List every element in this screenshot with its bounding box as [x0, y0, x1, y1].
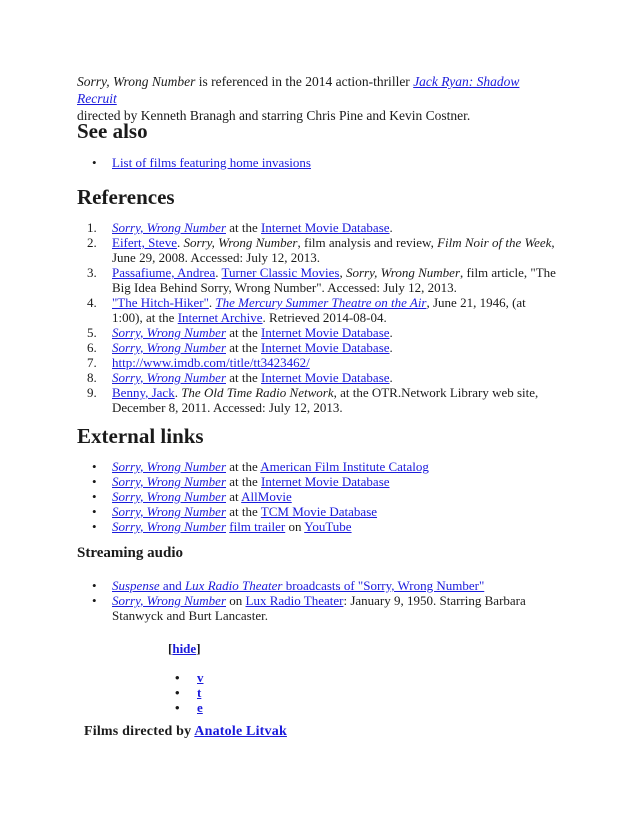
reference-number: 5. — [87, 325, 97, 340]
inline-text: . — [389, 340, 393, 355]
intro-paragraph — [77, 73, 557, 124]
inline-link[interactable]: and — [159, 578, 185, 593]
inline-link[interactable]: Sorry, Wrong Number — [112, 489, 226, 504]
inline-link[interactable]: Sorry, Wrong Number — [112, 370, 226, 385]
inline-text: , film article, "The Big Idea Behind Sorry, Wrong Number". Accessed: July 12, 2013. — [112, 265, 556, 295]
inline-link[interactable]: Internet Movie Database — [261, 474, 390, 489]
inline-text: on — [285, 519, 305, 534]
external-link-item — [92, 489, 429, 504]
inline-text: at — [226, 489, 242, 504]
inline-text: . — [389, 370, 393, 385]
inline-link[interactable]: Internet Movie Database — [261, 340, 390, 355]
inline-text: at the — [226, 504, 261, 519]
inline-text: . — [176, 235, 184, 250]
inline-link[interactable]: Turner Classic Movies — [221, 265, 340, 280]
inline-text: . — [389, 220, 393, 235]
external-links-heading: External links — [77, 424, 204, 448]
inline-link[interactable]: Eifert, Steve — [112, 235, 177, 250]
external-link-item — [92, 519, 429, 534]
inline-link[interactable]: Suspense — [112, 578, 160, 593]
inline-link[interactable]: Lux Radio Theater — [184, 578, 283, 593]
external-link-item — [92, 459, 429, 474]
inline-text: on — [226, 593, 246, 608]
home-invasions-link[interactable]: List of films featuring home invasions — [112, 155, 311, 170]
inline-text: Film Noir of the Week — [437, 235, 552, 250]
jack-ryan-link[interactable]: Jack Ryan: Shadow Recruit — [77, 74, 520, 106]
edit-link[interactable]: e — [197, 700, 203, 715]
references-list — [87, 220, 557, 415]
streaming-audio-heading: Streaming audio — [77, 545, 183, 561]
inline-text: at the — [226, 340, 262, 355]
inline-link[interactable]: "The Hitch-Hiker" — [112, 295, 209, 310]
inline-link[interactable]: Internet Archive — [177, 310, 263, 325]
inline-text: , film analysis and review, — [297, 235, 438, 250]
external-link-item — [92, 504, 429, 519]
inline-link[interactable]: Internet Movie Database — [261, 370, 390, 385]
inline-text: . Retrieved 2014-08-04. — [262, 310, 387, 325]
inline-link[interactable]: Sorry, Wrong Number — [112, 220, 226, 235]
inline-text: . — [208, 295, 216, 310]
inline-text: The Old Time Radio Network — [181, 385, 334, 400]
reference-item — [87, 235, 557, 265]
reference-number: 6. — [87, 340, 97, 355]
list-item — [92, 155, 311, 170]
inline-text: Sorry, Wrong Number — [346, 265, 460, 280]
reference-item — [87, 295, 557, 325]
list-item — [175, 670, 204, 685]
inline-link[interactable]: Lux Radio Theater — [245, 593, 344, 608]
streaming-item — [92, 578, 532, 593]
reference-item — [87, 355, 557, 370]
inline-link[interactable]: AllMovie — [241, 489, 292, 504]
inline-text: . — [389, 325, 393, 340]
inline-link[interactable]: Sorry, Wrong Number — [112, 325, 226, 340]
inline-link[interactable]: Internet Movie Database — [261, 220, 390, 235]
reference-number: 1. — [87, 220, 97, 235]
navbox-links — [175, 670, 204, 715]
intro-text: is referenced in the 2014 action-thriller — [195, 74, 414, 89]
inline-link[interactable]: Sorry, Wrong Number — [112, 474, 226, 489]
inline-link[interactable]: film trailer — [229, 519, 286, 534]
streaming-audio-list — [92, 578, 532, 623]
inline-text: , — [339, 265, 346, 280]
films-directed-by: Films directed by Anatole Litvak — [84, 724, 287, 739]
inline-text: at the — [226, 459, 261, 474]
inline-text: , June 21, 1946, (at 1:00), at the — [112, 295, 526, 325]
inline-text: at the — [226, 220, 262, 235]
inline-text: at the — [226, 474, 262, 489]
inline-link[interactable]: Sorry, Wrong Number — [112, 504, 226, 519]
inline-text: , at the OTR.Network Library web site, December 8, 2011. Accessed: July 12, 2013. — [112, 385, 539, 415]
reference-item — [87, 325, 557, 340]
navbox-toggle: [hide] — [168, 641, 201, 656]
view-link[interactable]: v — [197, 670, 204, 685]
reference-item — [87, 385, 557, 415]
reference-item — [87, 340, 557, 355]
streaming-item — [92, 593, 532, 623]
inline-link[interactable]: http://www.imdb.com/title/tt3423462/ — [112, 355, 310, 370]
list-item — [175, 700, 204, 715]
reference-item — [87, 370, 557, 385]
inline-link[interactable]: Sorry, Wrong Number — [112, 459, 226, 474]
inline-text: Sorry, Wrong Number — [183, 235, 298, 250]
reference-number: 8. — [87, 370, 97, 385]
inline-link[interactable]: American Film Institute Catalog — [260, 459, 429, 474]
inline-link[interactable]: Passafiume, Andrea — [112, 265, 216, 280]
inline-text: at the — [226, 370, 262, 385]
inline-link[interactable]: TCM Movie Database — [260, 504, 378, 519]
reference-item — [87, 220, 557, 235]
inline-link[interactable]: Internet Movie Database — [261, 325, 390, 340]
inline-link[interactable]: Sorry, Wrong Number — [112, 340, 226, 355]
see-also-list — [92, 155, 311, 170]
reference-number: 9. — [87, 385, 97, 400]
inline-link[interactable]: Sorry, Wrong Number — [112, 519, 226, 534]
talk-link[interactable]: t — [197, 685, 202, 700]
inline-link[interactable]: YouTube — [304, 519, 352, 534]
inline-link[interactable]: broadcasts of "Sorry, Wrong Number" — [282, 578, 485, 593]
inline-link[interactable]: The Mercury Summer Theatre on the Air — [215, 295, 427, 310]
intro-title: Sorry, Wrong Number — [77, 74, 196, 89]
inline-text: . — [174, 385, 182, 400]
inline-text: : January 9, 1950. Starring Barbara Stanwyck and Burt Lancaster. — [112, 593, 526, 623]
intro-text-2: directed by Kenneth Branagh and starring Chris Pine and Kevin Costner. — [77, 108, 471, 123]
inline-text: at the — [226, 325, 262, 340]
reference-item — [87, 265, 557, 295]
inline-text: , June 29, 2008. Accessed: July 12, 2013. — [112, 235, 555, 265]
hide-link[interactable]: hide — [172, 641, 197, 656]
see-also-heading: See also — [77, 119, 148, 143]
director-link[interactable]: Anatole Litvak — [194, 724, 287, 739]
reference-number: 3. — [87, 265, 97, 280]
reference-number: 7. — [87, 355, 97, 370]
external-links-list — [92, 459, 429, 534]
inline-link[interactable]: Sorry, Wrong Number — [112, 593, 226, 608]
references-heading: References — [77, 185, 175, 209]
reference-number: 2. — [87, 235, 97, 250]
list-item — [175, 685, 204, 700]
reference-number: 4. — [87, 295, 97, 310]
inline-link[interactable]: Benny, Jack — [112, 385, 175, 400]
inline-text: . — [215, 265, 222, 280]
external-link-item — [92, 474, 429, 489]
